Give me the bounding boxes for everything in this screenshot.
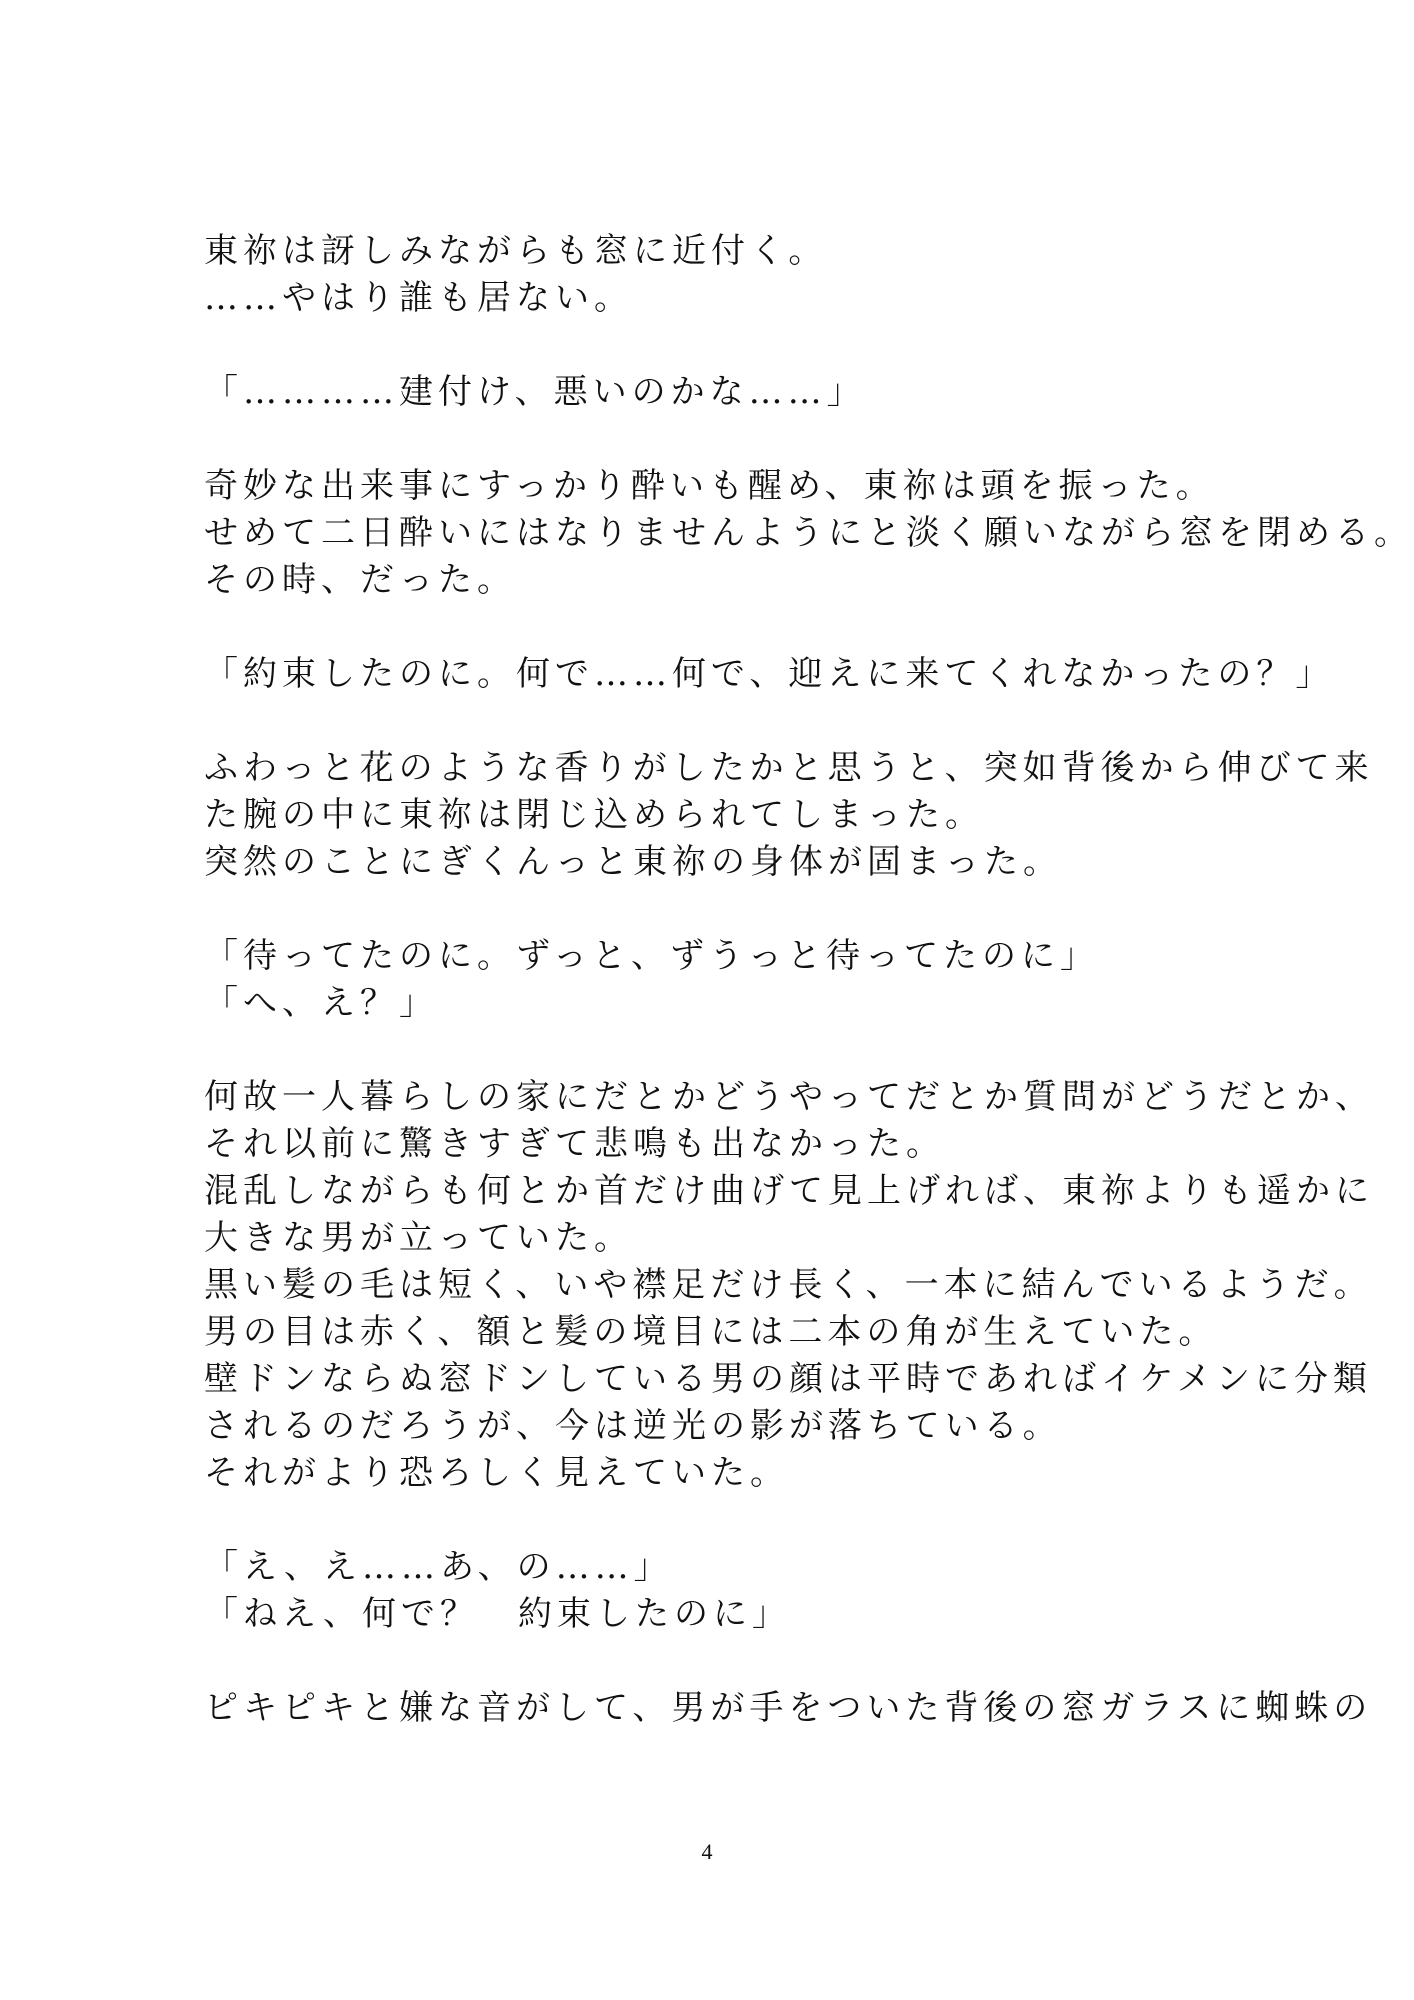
text-line: 混乱しながらも何とか首だけ曲げて見上げれば、東祢よりも遥かに <box>204 1171 1374 1211</box>
text-line: 「え、え……あ、の……」 <box>204 1547 673 1587</box>
text-line: 「へ、え？」 <box>204 983 438 1023</box>
text-line: 壁ドンならぬ窓ドンしている男の顔は平時であればイケメンに分類 <box>204 1359 1372 1399</box>
text-line: 黒い髪の毛は短く、いや襟足だけ長く、一本に結んでいるようだ。 <box>204 1265 1373 1305</box>
text-line: 奇妙な出来事にすっかり酔いも醒め、東祢は頭を振った。 <box>204 466 1215 506</box>
body-text <box>204 228 1413 1732</box>
text-line <box>204 698 1334 745</box>
text-line <box>204 604 1334 651</box>
text-line <box>204 886 1334 933</box>
text-line: ふわっと花のような香りがしたかと思うと、突如背後から伸びて来 <box>204 748 1374 788</box>
text-line: それ以前に驚きすぎて悲鳴も出なかった。 <box>204 1124 945 1164</box>
text-line <box>204 1497 1334 1544</box>
text-line: されるのだろうが、今は逆光の影が落ちている。 <box>204 1406 1062 1446</box>
text-line: 大きな男が立っていた。 <box>204 1218 633 1258</box>
text-line: ……やはり誰も居ない。 <box>204 278 633 318</box>
text-line: 「約束したのに。何で……何で、迎えに来てくれなかったの？」 <box>204 654 1335 694</box>
text-line: 「ねえ、何で？ 約束したのに」 <box>204 1594 792 1634</box>
text-line: ピキピキと嫌な音がして、男が手をついた背後の窓ガラスに蜘蛛の <box>204 1688 1373 1728</box>
text-line: 東祢は訝しみながらも窓に近付く。 <box>204 231 828 271</box>
text-line: た腕の中に東祢は閉じ込められてしまった。 <box>204 795 984 835</box>
text-line <box>204 1027 1334 1074</box>
text-line: それがより恐ろしく見えていた。 <box>204 1453 789 1493</box>
text-line: 「待ってたのに。ずっと、ずうっと待ってたのに」 <box>204 936 1099 976</box>
text-line: 男の目は赤く、額と髪の境目には二本の角が生えていた。 <box>204 1312 1218 1352</box>
text-line <box>204 322 1334 369</box>
text-line <box>204 1638 1334 1685</box>
text-line: せめて二日酔いにはなりませんようにと淡く願いながら窓を閉める。 <box>204 513 1413 553</box>
page-number: 4 <box>701 1839 713 1864</box>
text-line: その時、だった。 <box>204 560 516 600</box>
text-line: 「…………建付け、悪いのかな……」 <box>204 372 866 412</box>
text-line: 突然のことにぎくんっと東祢の身体が固まった。 <box>204 842 1062 882</box>
text-line <box>204 416 1334 463</box>
text-line: 何故一人暮らしの家にだとかどうやってだとか質問がどうだとか、 <box>204 1077 1374 1117</box>
